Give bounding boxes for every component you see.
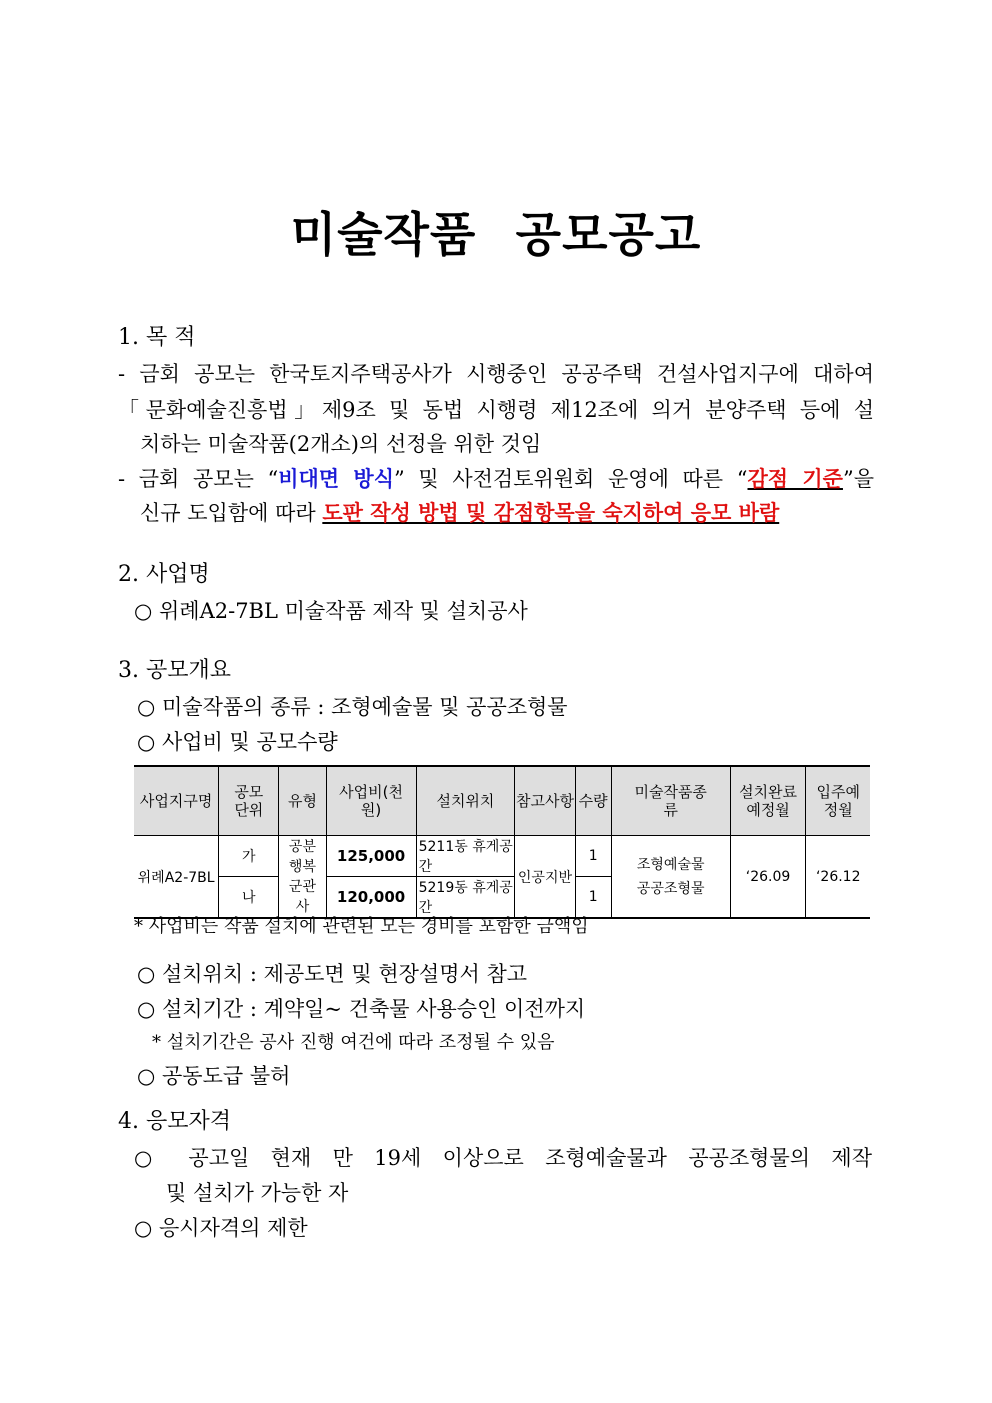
col-header-qty: 수량 — [575, 766, 611, 836]
page-title: 미술작품 공모공고 — [290, 208, 702, 263]
s2-line-1: ○ 위례A2-7BL 미술작품 제작 및 설치공사 — [134, 599, 528, 623]
col-header-install: 설치완료예정월 — [730, 766, 806, 836]
section-3-heading: 3. 공모개요 — [118, 658, 231, 683]
s1-line-4 — [118, 463, 874, 495]
s3-line-2: ○ 사업비 및 공모수량 — [137, 730, 338, 754]
table-row — [134, 836, 870, 877]
cell-district: 위례A2-7BL — [134, 836, 219, 919]
col-header-kind: 미술작품종류 — [611, 766, 730, 836]
s3-line-3: ○ 설치위치 : 제공도면 및 현장설명서 참고 — [137, 962, 528, 986]
cell-type: 공분행복군관사 — [279, 836, 326, 919]
cell-location-b: 5219동 휴게공간 — [416, 877, 515, 919]
cell-qty-b: 1 — [575, 877, 611, 919]
s3-line-5: ○ 공동도급 불허 — [137, 1064, 291, 1088]
cell-cost-a: 125,000 — [326, 836, 416, 877]
cell-location-a: 5211동 휴게공간 — [416, 836, 515, 877]
contactless-method: 비대면 방식 — [278, 467, 394, 491]
s4-line-3: ○ 응시자격의 제한 — [134, 1216, 308, 1240]
s3-line-1: ○ 미술작품의 종류 : 조형예술물 및 공공조형물 — [137, 695, 568, 719]
cell-kind-2: 공공조형물 — [636, 880, 705, 897]
s4-line-2: 및 설치가 가능한 자 — [166, 1181, 349, 1205]
cell-unit-a: 가 — [219, 836, 279, 877]
s1-line-4e: ”을 — [842, 467, 874, 491]
deduction-criteria: 감점 기준 — [747, 467, 843, 491]
cell-unit-b: 나 — [219, 877, 279, 919]
section-4-heading: 4. 응모자격 — [118, 1109, 231, 1134]
s1-line-5a: 신규 도입함에 따라 — [140, 501, 323, 525]
submission-warning: 도판 작성 방법 및 감점항목을 숙지하여 응모 바람 — [322, 501, 780, 525]
s1-line-4c: ” 및 사전검토위원회 운영에 따른 “ — [393, 467, 748, 491]
s1-line-4a: - 금회 공모는 “ — [118, 467, 279, 491]
col-header-location: 설치위치 — [416, 766, 515, 836]
cell-install-month: ‘26.09 — [730, 836, 806, 919]
cell-kind — [611, 836, 730, 919]
s4-line-1: ○ 공고일 현재 만 19세 이상으로 조형예술물과 공공조형물의 제작 — [134, 1146, 872, 1170]
s3-line-4: ○ 설치기간 : 계약일~ 건축물 사용승인 이전까지 — [137, 997, 586, 1021]
budget-table — [134, 765, 870, 919]
section-1-heading: 1. 목 적 — [118, 325, 196, 350]
cell-movein-month: ‘26.12 — [806, 836, 870, 919]
s1-line-2: 「문화예술진흥법」제9조 및 동법 시행령 제12조에 의거 분양주택 등에 설 — [118, 398, 874, 422]
cell-reference: 인공지반 — [515, 836, 575, 919]
col-header-movein: 입주예정월 — [806, 766, 870, 836]
section-2-heading: 2. 사업명 — [118, 562, 210, 587]
s1-line-3: 치하는 미술작품(2개소)의 선정을 위한 것임 — [140, 432, 542, 456]
col-header-reference: 참고사항 — [515, 766, 575, 836]
col-header-cost: 사업비(천원) — [326, 766, 416, 836]
period-note: * 설치기간은 공사 진행 여건에 따라 조정될 수 있음 — [152, 1032, 555, 1053]
col-header-type: 유형 — [279, 766, 326, 836]
cell-cost-b: 120,000 — [326, 877, 416, 919]
s1-line-1: - 금회 공모는 한국토지주택공사가 시행중인 공공주택 건설사업지구에 대하여 — [118, 362, 874, 386]
s1-line-5 — [140, 497, 896, 529]
col-header-district: 사업지구명 — [134, 766, 219, 836]
cell-kind-1: 조형예술물 — [636, 856, 705, 873]
col-header-unit: 공모단위 — [219, 766, 279, 836]
cell-qty-a: 1 — [575, 836, 611, 877]
table-note: * 사업비는 작품 설치에 관련된 모든 경비를 포함한 금액임 — [134, 916, 589, 937]
